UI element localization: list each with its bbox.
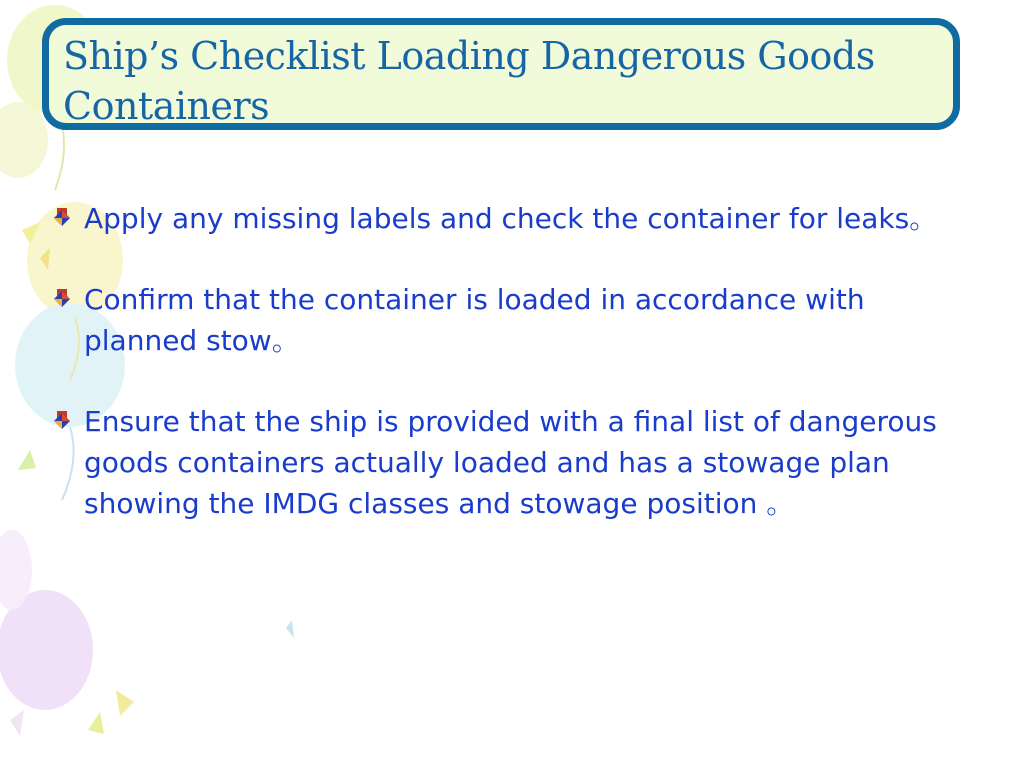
bullet-text-1: Apply any missing labels and check the container for leaks。 bbox=[84, 202, 938, 235]
bullet-list bbox=[52, 198, 972, 564]
bullet-item-3 bbox=[52, 401, 972, 524]
bullet-item-2 bbox=[52, 279, 972, 361]
title-box bbox=[42, 18, 960, 130]
bullet-item-1 bbox=[52, 198, 972, 239]
bullet-text-2: Confirm that the container is loaded in accordance with planned stow。 bbox=[84, 283, 865, 357]
diamond-bullet-icon bbox=[52, 208, 72, 228]
diamond-bullet-icon bbox=[52, 411, 72, 431]
diamond-bullet-icon bbox=[52, 289, 72, 309]
bullet-text-3: Ensure that the ship is provided with a final list of dangerous goods containers actually loaded and has a stowage plan showing the IMDG classes and stowage position 。 bbox=[84, 405, 937, 520]
slide-title: Ship’s Checklist Loading Dangerous Goods Containers bbox=[63, 34, 875, 128]
